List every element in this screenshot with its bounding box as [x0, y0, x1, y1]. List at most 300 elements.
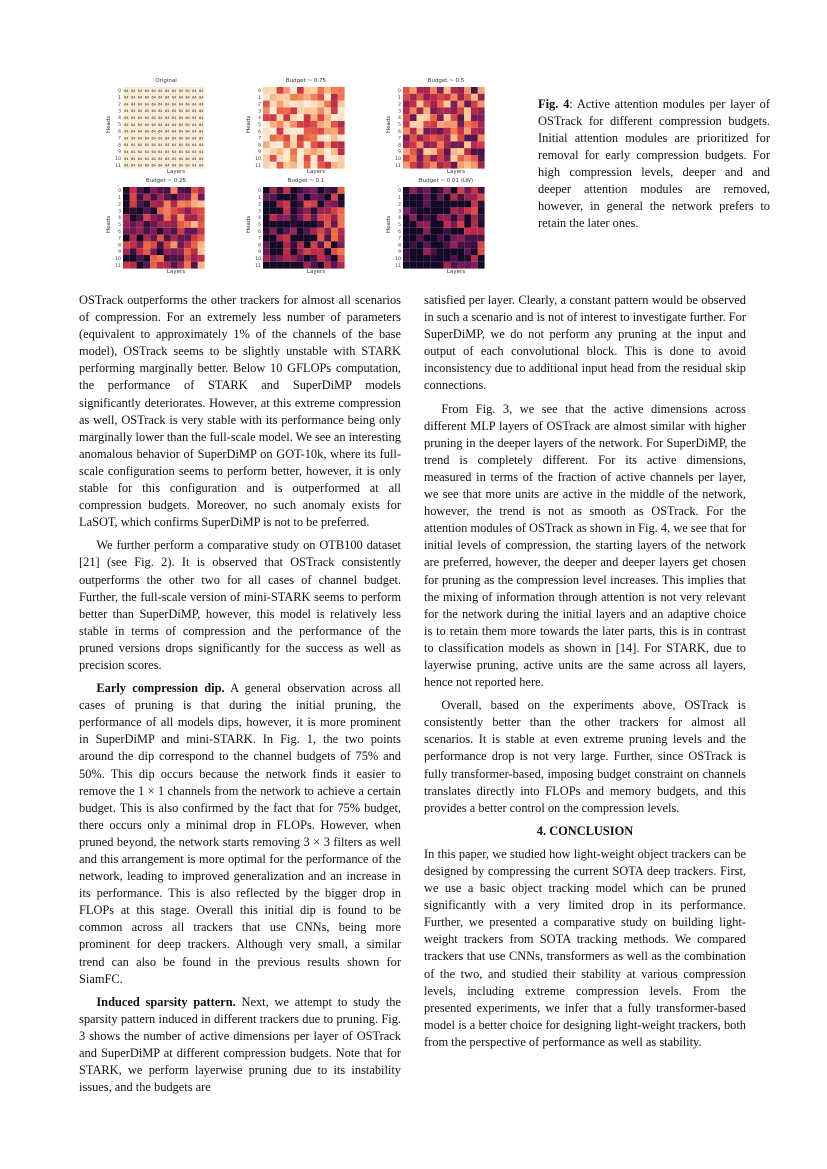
heatmap-cell [150, 207, 157, 214]
heatmap-cell [198, 235, 205, 242]
cell-value: 64 [185, 88, 190, 93]
heatmap-cell [277, 187, 284, 194]
run-in-heading: Induced sparsity pattern. [96, 994, 236, 1009]
heatmap-cell [130, 255, 137, 262]
heatmap-cell [423, 207, 430, 214]
heatmap-cell [311, 114, 318, 121]
heatmap-cell [457, 162, 464, 169]
heatmap-cell [311, 207, 318, 214]
heatmap-cell [403, 221, 410, 228]
heatmap-cell [130, 207, 137, 214]
heatmap-cell [444, 235, 451, 242]
heatmap-cell [177, 228, 184, 235]
heatmap-cell [410, 255, 417, 262]
heatmap-cell [171, 241, 178, 248]
cell-value: 64 [131, 163, 136, 168]
heatmap-cell [403, 241, 410, 248]
heatmap-cell [270, 214, 277, 221]
heatmap-cell [324, 128, 331, 135]
heatmap-cell [457, 107, 464, 114]
heatmap-cell [304, 148, 311, 155]
heatmap-cell [263, 128, 270, 135]
heatmap-cell [184, 255, 191, 262]
y-tick-label: 7 [258, 236, 261, 242]
heatmap-cell [444, 141, 451, 148]
heatmap-cell [423, 94, 430, 101]
left-column [79, 292, 401, 1096]
y-tick-label: 6 [398, 129, 401, 135]
y-axis-label: Heads [106, 215, 112, 233]
heatmap-cell [171, 248, 178, 255]
heatmap-cell [277, 201, 284, 208]
cell-value: 64 [199, 150, 204, 154]
cell-value: 64 [137, 116, 143, 120]
heatmap-cell [157, 221, 164, 228]
heatmap-cell [471, 214, 478, 221]
heatmap-cell [437, 107, 444, 114]
heatmap-cell [451, 155, 458, 162]
heatmap-cell [430, 94, 437, 101]
cell-value: 64 [144, 102, 149, 107]
heatmap-title: Budget ~ 0.5 [427, 78, 465, 84]
heatmap-cell [317, 207, 324, 214]
heatmap-cell [123, 255, 130, 262]
heatmap-cell [423, 114, 430, 121]
heatmap-cell [423, 201, 430, 208]
cell-value: 64 [192, 143, 197, 148]
caption-text: : Active attention modules per layer of OSTrack for different compression budgets. Initial attention modules are prioritized for removal for early compression budgets. For high compression levels, deeper and and deeper attention modules are removed, however, in general the network prefers to retain the later ones. [538, 97, 770, 230]
heatmap-cell [157, 201, 164, 208]
heatmap-cell [177, 201, 184, 208]
y-tick-label: 11 [255, 263, 261, 269]
heatmap-cell [417, 241, 424, 248]
heatmap-cell [430, 128, 437, 135]
heatmap-cell [444, 201, 451, 208]
heatmap-cell [171, 207, 178, 214]
heatmap-cell [430, 235, 437, 242]
heatmap-cell [457, 228, 464, 235]
heatmap-cell [297, 87, 304, 94]
heatmap-cell [191, 241, 198, 248]
heatmap-cell [403, 262, 410, 269]
heatmap-cell [403, 162, 410, 169]
heatmap-cell [263, 107, 270, 114]
heatmap-cell [177, 207, 184, 214]
heatmap-cell [410, 241, 417, 248]
heatmap-cell [437, 114, 444, 121]
heatmap-cell [198, 187, 205, 194]
heatmap-cell [297, 162, 304, 169]
heatmap-cell [478, 241, 485, 248]
cell-value: 64 [171, 109, 177, 114]
heatmap-cell [478, 214, 485, 221]
cell-value: 64 [199, 143, 204, 148]
heatmap-cell [437, 248, 444, 255]
heatmap-cell [143, 201, 150, 208]
heatmap-cell [338, 94, 345, 101]
cell-value: 64 [178, 129, 183, 134]
heatmap-cell [324, 107, 331, 114]
heatmap-cell [324, 255, 331, 262]
cell-value: 64 [151, 156, 156, 161]
cell-value: 64 [185, 143, 190, 148]
y-tick-label: 3 [118, 109, 121, 115]
heatmap-cell [263, 155, 270, 162]
heatmap-cell [478, 135, 485, 142]
heatmap-cell [304, 155, 311, 162]
heatmap-cell [304, 87, 311, 94]
heatmap-cell [290, 228, 297, 235]
heatmap-cell [184, 248, 191, 255]
heatmap-cell [423, 141, 430, 148]
x-axis-label: Layers [446, 269, 466, 275]
heatmap-cell [283, 141, 290, 148]
heatmap-cell [150, 201, 157, 208]
heatmap-cell [263, 148, 270, 155]
heatmap-cell [478, 128, 485, 135]
heatmap-cell [270, 87, 277, 94]
heatmap-cell [457, 241, 464, 248]
heatmap-cell [297, 141, 304, 148]
cell-value: 64 [151, 129, 156, 134]
heatmap-cell [143, 214, 150, 221]
y-tick-label: 3 [398, 109, 401, 115]
heatmap-cell [457, 128, 464, 135]
section-title: 4. CONCLUSION [536, 823, 634, 838]
heatmap-cell [157, 255, 164, 262]
heatmap-cell [270, 141, 277, 148]
heatmap-cell [290, 221, 297, 228]
heatmap-cell [331, 221, 338, 228]
heatmap-cell [478, 121, 485, 128]
cell-value: 64 [178, 122, 183, 127]
heatmap-cell [410, 141, 417, 148]
heatmap-cell [317, 187, 324, 194]
heatmap-cell [437, 162, 444, 169]
heatmap-cell [478, 87, 485, 94]
x-axis-label: Layers [306, 169, 326, 175]
cell-value: 64 [144, 129, 149, 134]
paragraph: We further perform a comparative study on OTB100 dataset [21] (see Fig. 2). It is observed that OSTrack consistently outperforms the other two for all cases of channel budget. Further, the full-scale version of mini-STARK seems to perform better than SuperDiMP, however, this model is relatively less stable in terms of compression and the performance of the pruned versions drops significantly for the success as well as precision scores. [79, 538, 401, 672]
cell-value: 64 [185, 156, 190, 161]
heatmap-cell [331, 235, 338, 242]
y-tick-label: 2 [398, 202, 401, 208]
heatmap-cell [331, 262, 338, 269]
heatmap-cell [143, 228, 150, 235]
y-tick-label: 8 [258, 243, 261, 249]
cell-value: 64 [165, 122, 170, 127]
cell-value: 64 [165, 156, 170, 161]
heatmap-cell [304, 228, 311, 235]
heatmap-cell [423, 262, 430, 269]
y-tick-label: 9 [258, 250, 261, 256]
y-tick-label: 1 [398, 195, 401, 201]
heatmap-cell [430, 162, 437, 169]
heatmap-cell [417, 207, 424, 214]
heatmap-cell [143, 262, 150, 269]
heatmap-cell [430, 194, 437, 201]
heatmap-cell [338, 128, 345, 135]
heatmap-cell [270, 248, 277, 255]
heatmap-cell [437, 201, 444, 208]
paragraph-sparsity: Induced sparsity pattern. Next, we attempt to study the sparsity pattern induced in different trackers due to pruning. Fig. 3 shows the number of active dimensions per layer of OSTrack and SuperDiMP at different compression budgets. Note that for STARK, we perform layerwise pruning due to its instability issues, and the budgets are [79, 994, 401, 1095]
heatmap-cell [123, 228, 130, 235]
heatmap-cell [423, 135, 430, 142]
heatmap-cell [437, 155, 444, 162]
cell-value: 64 [185, 95, 190, 100]
heatmap-cell [471, 221, 478, 228]
cell-value: 64 [171, 95, 177, 100]
heatmap-cell [184, 228, 191, 235]
cell-value: 64 [178, 163, 183, 168]
heatmap-cell [464, 187, 471, 194]
heatmap-cell [283, 135, 290, 142]
heatmap-cell [143, 235, 150, 242]
heatmap-cell [164, 262, 171, 269]
heatmap-cell [464, 214, 471, 221]
heatmap-cell [290, 101, 297, 108]
heatmap-cell [290, 241, 297, 248]
heatmap-cell [464, 121, 471, 128]
cell-value: 64 [131, 136, 136, 141]
y-tick-label: 4 [258, 116, 261, 122]
y-tick-label: 0 [118, 189, 121, 194]
cell-value: 64 [192, 129, 197, 134]
heatmap-cell [123, 201, 130, 208]
heatmap-cell [464, 162, 471, 169]
heatmap-cell [451, 201, 458, 208]
heatmap-cell [290, 135, 297, 142]
heatmap-cell [430, 248, 437, 255]
cell-value: 64 [185, 129, 190, 134]
heatmap-cell [304, 194, 311, 201]
heatmap-cell [451, 94, 458, 101]
y-tick-label: 11 [255, 163, 261, 169]
heatmap-cell [410, 214, 417, 221]
paragraph-early-dip: Early compression dip. A general observation across all cases of pruning is that during the initial pruning, the performance of all models dips, however, it is more prominent in SuperDiMP and mini-STARK. In Fig. 1, the two points around the dip correspond to the channel budgets of 75% and 50%. This dip occurs because the network finds it easier to remove the 1 × 1 channels from the network to achieve a certain budget. This is also confirmed by the fact that for 75% budget, there occurs only a minimal drop in FLOPs. However, when pruned beyond, the network starts removing 3 × 3 filters as well and this arrangement is more optimal for the performance of the network, leading to improved generalization and an increase in its performance. This is also reflected by the bigger drop in FLOPs at this stage. Overall this initial dip is found to be common across all trackers that use CNNs, being more prominent for deep trackers. Although very small, a similar trend can also be found in the previous results shown for SiamFC. [79, 681, 401, 986]
cell-value: 64 [137, 109, 143, 114]
heatmap-cell [283, 101, 290, 108]
cell-value: 64 [165, 143, 170, 148]
heatmap-cell [423, 235, 430, 242]
heatmap-cell [123, 235, 130, 242]
heatmap-cell [403, 141, 410, 148]
heatmap-cell [198, 228, 205, 235]
heatmap-cell [283, 228, 290, 235]
heatmap-panel [100, 178, 232, 278]
heatmap-cell [417, 214, 424, 221]
heatmap-cell [164, 201, 171, 208]
heatmap-cell [430, 155, 437, 162]
heatmap-cell [157, 248, 164, 255]
heatmap-cell [297, 135, 304, 142]
cell-value: 64 [192, 109, 197, 114]
heatmap-grid [114, 185, 226, 269]
heatmap-cell [338, 207, 345, 214]
y-axis-label: Heads [106, 115, 112, 133]
heatmap-cell [198, 262, 205, 269]
heatmap-cell [471, 207, 478, 214]
heatmap-cell [471, 155, 478, 162]
heatmap-cell [311, 128, 318, 135]
heatmap-cell [478, 94, 485, 101]
heatmap-grid [254, 85, 366, 169]
heatmap-cell [417, 135, 424, 142]
cell-value: 64 [151, 88, 156, 93]
heatmap-cell [430, 187, 437, 194]
paragraph: OSTrack outperforms the other trackers for almost all scenarios of compression. For an extremely less number of parameters (equivalent to approximately 1% of the channels of the base model), OSTrack seems to be slightly unstable with STARK performing marginally better. Below 10 GFLOPs computation, the performance of STARK and SuperDiMP models significantly deteriorates. However, at this extreme compression as well, OSTrack is very stable with its performance being only marginally lower than the full-scale model. We see an interesting anomalous behavior of SuperDiMP on GOT-10k, where its full-scale configuration seems to perform better, however, it is only stable for this configuration and is outperformed at all compression budgets. Moreover, no such anomaly exists for LaSOT, which confirms SuperDiMP is not to be preferred. [79, 293, 401, 530]
heatmap-cell [123, 248, 130, 255]
heatmap-cell [277, 162, 284, 169]
cell-value: 64 [165, 129, 170, 134]
heatmap-grid [254, 185, 366, 269]
y-tick-label: 5 [258, 123, 261, 128]
heatmap-cell [430, 87, 437, 94]
heatmap-cell [164, 207, 171, 214]
heatmap-cell [423, 87, 430, 94]
heatmap-cell [164, 241, 171, 248]
cell-value: 64 [165, 88, 170, 93]
heatmap-cell [457, 194, 464, 201]
heatmap-cell [191, 187, 198, 194]
heatmap-cell [403, 148, 410, 155]
heatmap-cell [317, 141, 324, 148]
heatmap-cell [464, 155, 471, 162]
heatmap-cell [270, 194, 277, 201]
heatmap-cell [311, 248, 318, 255]
heatmap-cell [263, 121, 270, 128]
paragraph: In this paper, we studied how light-weight object trackers can be designed by compressing the current SOTA deep trackers. First, we use a basic object tracking model which can be pruned significantly with a very limited drop in its performance. Further, we presented a comparative study on building light-weight trackers from SOTA tracking methods. We compared trackers that use CNNs, transformers as well as the combination of the two, and studied their stability at various compression levels, including extreme compression levels. From the presented experiments, we infer that a fully transformer-based model is a better choice for designing light-weight trackers, both from the perspective of performance as well as stability. [424, 846, 746, 1049]
heatmap-cell [331, 248, 338, 255]
cell-value: 64 [151, 102, 156, 107]
cell-value: 64 [158, 163, 163, 168]
heatmap-cell [277, 221, 284, 228]
heatmap-cell [297, 255, 304, 262]
heatmap-cell [437, 121, 444, 128]
cell-value: 64 [171, 88, 177, 93]
heatmap-cell [130, 221, 137, 228]
heatmap-cell [478, 155, 485, 162]
heatmap-cell [184, 241, 191, 248]
heatmap-cell [263, 94, 270, 101]
heatmap-cell [430, 214, 437, 221]
heatmap-cell [164, 214, 171, 221]
heatmap-cell [437, 255, 444, 262]
y-axis-label: Heads [246, 215, 252, 233]
heatmap-cell [423, 107, 430, 114]
heatmap-cell [311, 187, 318, 194]
heatmap-cell [324, 241, 331, 248]
heatmap-cell [457, 221, 464, 228]
heatmap-cell [451, 141, 458, 148]
cell-value: 64 [165, 136, 170, 141]
heatmap-cell [410, 155, 417, 162]
heatmap-cell [444, 128, 451, 135]
heatmap-cell [171, 255, 178, 262]
heatmap-panel [240, 178, 372, 278]
heatmap-cell [277, 121, 284, 128]
heatmap-cell [157, 207, 164, 214]
heatmap-cell [290, 187, 297, 194]
heatmap-cell [444, 135, 451, 142]
heatmap-cell [324, 94, 331, 101]
heatmap-cell [164, 235, 171, 242]
heatmap-cell [164, 187, 171, 194]
cell-value: 64 [199, 156, 204, 161]
heatmap-cell [297, 148, 304, 155]
heatmap-cell [437, 194, 444, 201]
heatmap-cell [297, 187, 304, 194]
heatmap-cell [171, 187, 178, 194]
heatmap-cell [331, 187, 338, 194]
heatmap-cell [198, 194, 205, 201]
heatmap-cell [277, 148, 284, 155]
cell-value: 64 [151, 136, 156, 141]
heatmap-cell [263, 228, 270, 235]
heatmap-cell [290, 114, 297, 121]
heatmap-cell [464, 148, 471, 155]
heatmap-cell [137, 262, 144, 269]
cell-value: 64 [158, 129, 163, 134]
heatmap-cell [410, 187, 417, 194]
heatmap-cell [290, 201, 297, 208]
heatmap-cell [437, 148, 444, 155]
heatmap-cell [430, 121, 437, 128]
heatmap-cell [263, 207, 270, 214]
heatmap-cell [304, 235, 311, 242]
cell-value: 64 [158, 136, 163, 141]
y-tick-label: 1 [118, 95, 121, 101]
heatmap-cell [331, 141, 338, 148]
heatmap-cell [471, 121, 478, 128]
y-tick-label: 7 [118, 236, 121, 242]
heatmap-cell [277, 262, 284, 269]
heatmap-cell [444, 121, 451, 128]
heatmap-cell [423, 214, 430, 221]
heatmap-cell [177, 248, 184, 255]
y-tick-label: 10 [255, 157, 261, 162]
heatmap-panel [380, 78, 512, 178]
y-tick-label: 4 [258, 216, 261, 222]
heatmap-cell [157, 262, 164, 269]
heatmap-cell [457, 141, 464, 148]
heatmap-cell [451, 128, 458, 135]
heatmap-cell [451, 114, 458, 121]
heatmap-cell [270, 94, 277, 101]
heatmap-cell [130, 248, 137, 255]
heatmap-cell [270, 128, 277, 135]
cell-value: 64 [131, 109, 136, 114]
heatmap-cell [317, 155, 324, 162]
cell-value: 64 [144, 136, 149, 141]
heatmap-cell [171, 194, 178, 201]
heatmap-cell [464, 101, 471, 108]
cell-value: 64 [144, 143, 149, 148]
heatmap-cell [270, 201, 277, 208]
heatmap-cell [277, 87, 284, 94]
cell-value: 64 [144, 163, 149, 168]
heatmap-cell [317, 221, 324, 228]
cell-value: 64 [199, 116, 204, 120]
heatmap-cell [150, 194, 157, 201]
heatmap-cell [290, 121, 297, 128]
x-axis-label: Layers [306, 269, 326, 275]
heatmap-cell [324, 135, 331, 142]
heatmap-cell [304, 121, 311, 128]
heatmap-cell [198, 255, 205, 262]
cell-value: 64 [131, 88, 136, 93]
heatmap-cell [464, 135, 471, 142]
